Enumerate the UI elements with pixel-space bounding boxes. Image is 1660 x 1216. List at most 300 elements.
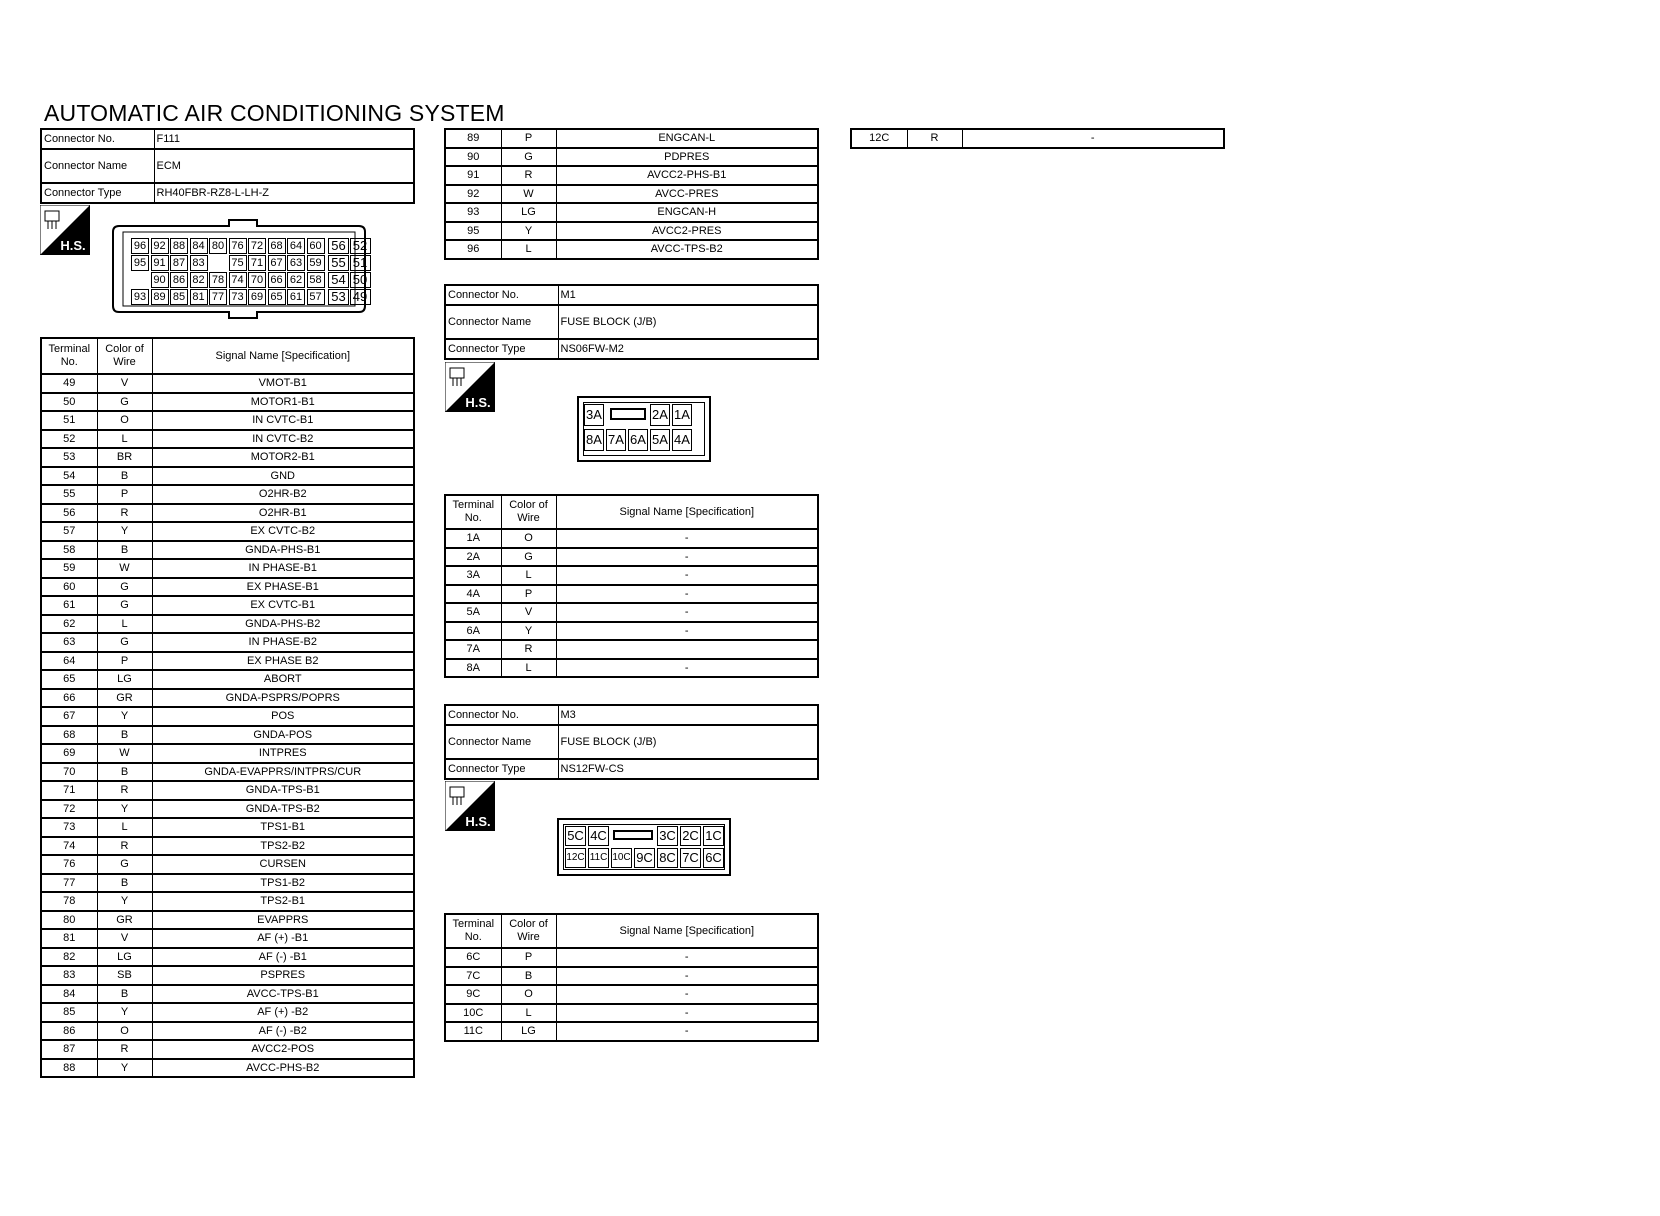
wire-color-cell: W <box>501 185 556 204</box>
connector-pin: 2A <box>650 404 670 426</box>
terminal-no-cell: 55 <box>41 485 97 504</box>
connector-pin: 53 <box>328 289 349 305</box>
signal-name-cell: CURSEN <box>152 855 414 874</box>
f111-cont-terminal-rows <box>445 129 818 259</box>
terminal-no-cell: 95 <box>445 222 501 241</box>
signal-name-header: Signal Name [Specification] <box>152 338 414 374</box>
connector-pin: 54 <box>328 272 349 288</box>
signal-name-cell: GNDA-PSPRS/POPRS <box>152 689 414 708</box>
wire-color-cell: R <box>97 1040 152 1059</box>
wire-color-cell: G <box>501 148 556 167</box>
terminal-no-cell: 1A <box>445 529 501 548</box>
table-row <box>41 578 414 597</box>
table-row <box>41 707 414 726</box>
terminal-no-cell: 74 <box>41 837 97 856</box>
wire-color-cell: R <box>97 504 152 523</box>
table-row <box>445 185 818 204</box>
terminal-no-cell: 70 <box>41 763 97 782</box>
connector-type-label: Connector Type <box>41 183 154 203</box>
signal-name-cell: IN PHASE-B2 <box>152 633 414 652</box>
connector-pin: 3A <box>584 404 604 426</box>
wire-color-cell: B <box>97 763 152 782</box>
signal-name-cell: TPS1-B1 <box>152 818 414 837</box>
connector-pin: 67 <box>268 255 286 271</box>
connector-pin: 73 <box>229 289 247 305</box>
connector-pin: 88 <box>170 238 188 254</box>
terminal-no-cell: 96 <box>445 240 501 259</box>
terminal-no-header: Terminal No. <box>445 914 501 948</box>
connector-latch <box>610 408 646 420</box>
wire-color-cell: Y <box>97 800 152 819</box>
terminal-no-cell: 58 <box>41 541 97 560</box>
terminal-no-cell: 80 <box>41 911 97 930</box>
connector-pin: 91 <box>151 255 169 271</box>
connector-pin: 70 <box>248 272 266 288</box>
table-row <box>445 603 818 622</box>
wire-color-cell: P <box>501 129 556 148</box>
signal-name-cell: GNDA-PHS-B2 <box>152 615 414 634</box>
terminal-no-header: Terminal No. <box>41 338 97 374</box>
signal-name-cell: ENGCAN-L <box>556 129 818 148</box>
table-row <box>41 689 414 708</box>
signal-name-header: Signal Name [Specification] <box>556 495 818 529</box>
connector-no-value: F111 <box>154 129 414 149</box>
table-row <box>41 911 414 930</box>
table-row <box>41 467 414 486</box>
signal-name-cell: TPS1-B2 <box>152 874 414 893</box>
terminal-no-cell: 60 <box>41 578 97 597</box>
signal-name-cell: - <box>556 967 818 986</box>
terminal-no-cell: 6C <box>445 948 501 967</box>
signal-name-cell: IN CVTC-B1 <box>152 411 414 430</box>
wire-color-cell: L <box>97 818 152 837</box>
signal-name-cell: GNDA-TPS-B1 <box>152 781 414 800</box>
connector-pin: 84 <box>190 238 208 254</box>
signal-name-cell: AF (+) -B2 <box>152 1003 414 1022</box>
connector-pin: 10C <box>611 848 632 868</box>
wire-color-cell: L <box>501 1004 556 1023</box>
wire-color-cell: L <box>97 430 152 449</box>
signal-name-cell: EX CVTC-B2 <box>152 522 414 541</box>
terminal-no-cell: 77 <box>41 874 97 893</box>
connector-pin: 90 <box>151 272 169 288</box>
connector-type-value: NS12FW-CS <box>558 759 818 779</box>
signal-name-cell: - <box>556 948 818 967</box>
wire-color-cell: LG <box>97 670 152 689</box>
table-row <box>41 448 414 467</box>
table-row <box>445 148 818 167</box>
connector-pin: 49 <box>350 289 371 305</box>
table-row <box>41 837 414 856</box>
terminal-no-cell: 2A <box>445 548 501 567</box>
signal-name-cell: - <box>962 129 1224 148</box>
terminal-no-cell: 49 <box>41 374 97 393</box>
signal-name-cell: IN CVTC-B2 <box>152 430 414 449</box>
connector-name-label: Connector Name <box>445 305 558 339</box>
connector-name-label: Connector Name <box>41 149 154 183</box>
signal-name-cell: GNDA-PHS-B1 <box>152 541 414 560</box>
terminal-no-cell: 54 <box>41 467 97 486</box>
terminal-no-cell: 89 <box>445 129 501 148</box>
m3-cont-terminal-table <box>850 128 1225 149</box>
terminal-no-cell: 82 <box>41 948 97 967</box>
connector-pin: 11C <box>588 848 609 868</box>
connector-type-label: Connector Type <box>445 759 558 779</box>
connector-name-value: ECM <box>154 149 414 183</box>
table-row <box>41 818 414 837</box>
connector-pin: 85 <box>170 289 188 305</box>
terminal-no-cell: 83 <box>41 966 97 985</box>
terminal-no-cell: 78 <box>41 892 97 911</box>
signal-name-cell: PDPRES <box>556 148 818 167</box>
table-row <box>445 585 818 604</box>
table-row <box>41 892 414 911</box>
signal-name-header: Signal Name [Specification] <box>556 914 818 948</box>
table-row <box>41 374 414 393</box>
connector-pin: 93 <box>131 289 149 305</box>
signal-name-cell: O2HR-B2 <box>152 485 414 504</box>
table-row <box>41 522 414 541</box>
signal-name-cell: EVAPPRS <box>152 911 414 930</box>
wire-color-cell: BR <box>97 448 152 467</box>
signal-name-cell: PSPRES <box>152 966 414 985</box>
connector-pin: 5A <box>650 429 670 451</box>
table-row <box>445 985 818 1004</box>
wire-color-cell: B <box>97 874 152 893</box>
connector-pin: 52 <box>350 238 371 254</box>
m1-pin-grid <box>583 402 705 456</box>
table-row <box>41 670 414 689</box>
table-row <box>41 874 414 893</box>
wire-color-cell: P <box>97 485 152 504</box>
connector-pin: 1C <box>703 826 724 846</box>
terminal-no-cell: 59 <box>41 559 97 578</box>
m1-info-table <box>444 284 819 360</box>
connector-pin: 86 <box>170 272 188 288</box>
connector-pin: 6A <box>628 429 648 451</box>
signal-name-cell: - <box>556 585 818 604</box>
connector-pin: 77 <box>209 289 227 305</box>
connector-no-value: M3 <box>558 705 818 725</box>
signal-name-cell: AVCC-PHS-B2 <box>152 1059 414 1078</box>
signal-name-cell: AF (-) -B1 <box>152 948 414 967</box>
m3-terminal-table <box>444 913 819 1042</box>
wire-color-cell: R <box>97 837 152 856</box>
color-of-wire-header: Color of Wire <box>501 914 556 948</box>
signal-name-cell <box>556 640 818 659</box>
terminal-no-cell: 65 <box>41 670 97 689</box>
wire-color-cell: P <box>501 585 556 604</box>
hs-label: H.S. <box>60 238 86 253</box>
connector-pin: 57 <box>307 289 325 305</box>
wire-color-cell: Y <box>501 222 556 241</box>
connector-pin: 9C <box>634 848 655 868</box>
connector-pin: 96 <box>131 238 149 254</box>
wire-color-cell: L <box>501 240 556 259</box>
table-row <box>41 430 414 449</box>
table-row <box>445 967 818 986</box>
signal-name-cell: EX PHASE B2 <box>152 652 414 671</box>
wire-color-cell: B <box>97 467 152 486</box>
connector-pin: 95 <box>131 255 149 271</box>
connector-pin: 12C <box>565 848 586 868</box>
terminal-no-cell: 81 <box>41 929 97 948</box>
terminal-no-cell: 57 <box>41 522 97 541</box>
wire-color-cell: Y <box>97 1003 152 1022</box>
connector-pin: 61 <box>287 289 305 305</box>
connector-pin: 7C <box>680 848 701 868</box>
wire-color-cell: B <box>501 967 556 986</box>
terminal-no-cell: 8A <box>445 659 501 678</box>
connector-pin: 89 <box>151 289 169 305</box>
connector-latch <box>613 830 653 840</box>
connector-pin: 75 <box>229 255 247 271</box>
signal-name-cell: POS <box>152 707 414 726</box>
m3-info-table <box>444 704 819 780</box>
wire-color-cell: R <box>907 129 962 148</box>
signal-name-cell: AF (-) -B2 <box>152 1022 414 1041</box>
connector-pin: 69 <box>248 289 266 305</box>
wire-color-cell: O <box>501 985 556 1004</box>
signal-name-cell: - <box>556 529 818 548</box>
connector-pin: 74 <box>229 272 247 288</box>
wire-color-cell: G <box>97 855 152 874</box>
table-row <box>41 652 414 671</box>
connector-type-value: RH40FBR-RZ8-L-LH-Z <box>154 183 414 203</box>
table-row <box>41 948 414 967</box>
connector-pin: 4C <box>588 826 609 846</box>
signal-name-cell: GND <box>152 467 414 486</box>
connector-name-value: FUSE BLOCK (J/B) <box>558 725 818 759</box>
wire-color-cell: Y <box>97 707 152 726</box>
signal-name-cell: IN PHASE-B1 <box>152 559 414 578</box>
signal-name-cell: AVCC-TPS-B1 <box>152 985 414 1004</box>
terminal-no-cell: 7A <box>445 640 501 659</box>
terminal-no-cell: 4A <box>445 585 501 604</box>
table-row <box>41 633 414 652</box>
m3-terminal-rows <box>445 948 818 1041</box>
harness-side-icon <box>40 205 90 255</box>
terminal-no-cell: 90 <box>445 148 501 167</box>
wire-color-cell: SB <box>97 966 152 985</box>
signal-name-cell: - <box>556 548 818 567</box>
signal-name-cell: ENGCAN-H <box>556 203 818 222</box>
terminal-no-cell: 7C <box>445 967 501 986</box>
wire-color-cell: P <box>501 948 556 967</box>
wire-color-cell: O <box>501 529 556 548</box>
connector-pin: 78 <box>209 272 227 288</box>
connector-pin: 5C <box>565 826 586 846</box>
connector-no-value: M1 <box>558 285 818 305</box>
table-row <box>41 411 414 430</box>
connector-pin: 71 <box>248 255 266 271</box>
table-row <box>41 393 414 412</box>
connector-pin: 3C <box>657 826 678 846</box>
wire-color-cell: Y <box>97 892 152 911</box>
signal-name-cell: MOTOR2-B1 <box>152 448 414 467</box>
table-row <box>445 566 818 585</box>
table-row <box>445 948 818 967</box>
signal-name-cell: AVCC2-PRES <box>556 222 818 241</box>
connector-no-label: Connector No. <box>41 129 154 149</box>
terminal-no-cell: 91 <box>445 166 501 185</box>
m3-cont-terminal-rows <box>851 129 1224 148</box>
connector-pin: 62 <box>287 272 305 288</box>
terminal-no-cell: 3A <box>445 566 501 585</box>
connector-pin: 2C <box>680 826 701 846</box>
signal-name-cell: GNDA-TPS-B2 <box>152 800 414 819</box>
signal-name-cell: AF (+) -B1 <box>152 929 414 948</box>
table-row <box>41 800 414 819</box>
wire-color-cell: LG <box>97 948 152 967</box>
connector-pin: 4A <box>672 429 692 451</box>
connector-pin: 81 <box>190 289 208 305</box>
signal-name-cell: TPS2-B1 <box>152 892 414 911</box>
terminal-no-cell: 6A <box>445 622 501 641</box>
terminal-no-cell: 88 <box>41 1059 97 1078</box>
signal-name-cell: AVCC2-PHS-B1 <box>556 166 818 185</box>
terminal-no-cell: 86 <box>41 1022 97 1041</box>
connector-type-value: NS06FW-M2 <box>558 339 818 359</box>
terminal-no-cell: 84 <box>41 985 97 1004</box>
terminal-no-cell: 52 <box>41 430 97 449</box>
table-row <box>445 129 818 148</box>
table-row <box>41 763 414 782</box>
wire-color-cell: Y <box>97 1059 152 1078</box>
signal-name-cell: INTPRES <box>152 744 414 763</box>
wire-color-cell: P <box>97 652 152 671</box>
terminal-no-cell: 85 <box>41 1003 97 1022</box>
wire-color-cell: B <box>97 985 152 1004</box>
signal-name-cell: - <box>556 1004 818 1023</box>
connector-pin: 92 <box>151 238 169 254</box>
connector-pin: 50 <box>350 272 371 288</box>
color-of-wire-header: Color of Wire <box>501 495 556 529</box>
signal-name-cell: - <box>556 566 818 585</box>
table-row <box>445 1022 818 1041</box>
terminal-no-cell: 93 <box>445 203 501 222</box>
table-row <box>41 596 414 615</box>
connector-pin: 68 <box>268 238 286 254</box>
table-row <box>41 781 414 800</box>
connector-pin: 80 <box>209 238 227 254</box>
wire-color-cell: G <box>97 578 152 597</box>
wire-color-cell: L <box>97 615 152 634</box>
terminal-no-header: Terminal No. <box>445 495 501 529</box>
connector-pin: 7A <box>606 429 626 451</box>
terminal-no-cell: 66 <box>41 689 97 708</box>
signal-name-cell: EX CVTC-B1 <box>152 596 414 615</box>
connector-pin: 55 <box>328 255 349 271</box>
connector-pin: 66 <box>268 272 286 288</box>
signal-name-cell: EX PHASE-B1 <box>152 578 414 597</box>
harness-side-icon <box>445 362 495 412</box>
wire-color-cell: Y <box>97 522 152 541</box>
table-row <box>41 744 414 763</box>
terminal-no-cell: 71 <box>41 781 97 800</box>
wire-color-cell: G <box>501 548 556 567</box>
signal-name-cell: TPS2-B2 <box>152 837 414 856</box>
table-row <box>445 622 818 641</box>
wire-color-cell: R <box>501 166 556 185</box>
table-row <box>851 129 1224 148</box>
hs-label: H.S. <box>465 395 491 410</box>
table-row <box>41 1022 414 1041</box>
f111-terminal-rows <box>41 374 414 1077</box>
terminal-no-cell: 68 <box>41 726 97 745</box>
table-row <box>445 659 818 678</box>
terminal-no-cell: 63 <box>41 633 97 652</box>
signal-name-cell: O2HR-B1 <box>152 504 414 523</box>
signal-name-cell: - <box>556 622 818 641</box>
terminal-no-cell: 76 <box>41 855 97 874</box>
connector-pin: 6C <box>703 848 724 868</box>
connector-pin: 83 <box>190 255 208 271</box>
terminal-no-cell: 5A <box>445 603 501 622</box>
table-row <box>445 203 818 222</box>
connector-pin: 65 <box>268 289 286 305</box>
signal-name-cell: MOTOR1-B1 <box>152 393 414 412</box>
wire-color-cell: O <box>97 1022 152 1041</box>
terminal-no-cell: 50 <box>41 393 97 412</box>
terminal-no-cell: 10C <box>445 1004 501 1023</box>
table-row <box>445 240 818 259</box>
terminal-no-cell: 53 <box>41 448 97 467</box>
terminal-no-cell: 67 <box>41 707 97 726</box>
terminal-no-cell: 69 <box>41 744 97 763</box>
terminal-no-cell: 56 <box>41 504 97 523</box>
terminal-no-cell: 64 <box>41 652 97 671</box>
signal-name-cell: - <box>556 659 818 678</box>
table-row <box>41 1059 414 1078</box>
connector-pin: 72 <box>248 238 266 254</box>
wire-color-cell: B <box>97 541 152 560</box>
m1-terminal-table <box>444 494 819 678</box>
table-row <box>41 1040 414 1059</box>
terminal-no-cell: 51 <box>41 411 97 430</box>
connector-no-label: Connector No. <box>445 705 558 725</box>
connector-name-label: Connector Name <box>445 725 558 759</box>
table-row <box>41 559 414 578</box>
wire-color-cell: R <box>501 640 556 659</box>
connector-pin: 56 <box>328 238 349 254</box>
page-title: AUTOMATIC AIR CONDITIONING SYSTEM <box>44 100 505 126</box>
table-row <box>445 1004 818 1023</box>
table-row <box>445 548 818 567</box>
signal-name-cell: AVCC-PRES <box>556 185 818 204</box>
table-row <box>41 855 414 874</box>
table-row <box>445 529 818 548</box>
signal-name-cell: AVCC2-POS <box>152 1040 414 1059</box>
wire-color-cell: LG <box>501 203 556 222</box>
table-row <box>41 541 414 560</box>
terminal-no-cell: 61 <box>41 596 97 615</box>
connector-pin: 63 <box>287 255 305 271</box>
table-row <box>41 1003 414 1022</box>
connector-pin: 51 <box>350 255 371 271</box>
f111-info-table <box>40 128 415 204</box>
table-row <box>445 640 818 659</box>
terminal-no-cell: 72 <box>41 800 97 819</box>
wire-color-cell: GR <box>97 911 152 930</box>
wire-color-cell: W <box>97 559 152 578</box>
wire-color-cell: LG <box>501 1022 556 1041</box>
connector-pin: 1A <box>672 404 692 426</box>
wire-color-cell: G <box>97 393 152 412</box>
m1-connector-face <box>577 396 711 462</box>
connector-pin: 8A <box>584 429 604 451</box>
wire-color-cell: V <box>97 374 152 393</box>
